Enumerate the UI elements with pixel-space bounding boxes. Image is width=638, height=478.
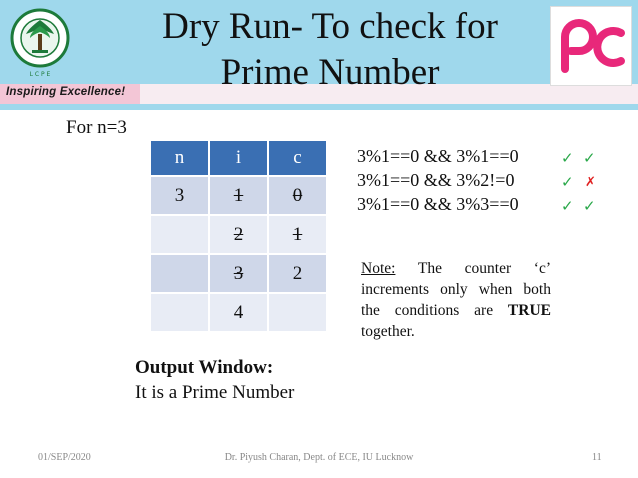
for-n-label: For n=3 [66, 117, 127, 138]
check-icon: ✓ [583, 197, 596, 215]
note-paragraph [361, 258, 551, 342]
check-icon: ✓ [561, 149, 574, 167]
note-label: Note: [361, 260, 396, 277]
pc-logo-icon [551, 7, 631, 85]
page-number: 11 [592, 452, 602, 463]
table-cell: 4 [209, 293, 268, 332]
cross-icon: ✗ [585, 175, 596, 190]
table-cell [268, 293, 327, 332]
table-cell: 2 [268, 254, 327, 293]
footer-date: 01/SEP/2020 [38, 452, 91, 463]
table-cell-struck: 2 [209, 215, 268, 254]
condition-checks [357, 144, 596, 216]
condition-line [357, 144, 596, 168]
note-text-end: together. [361, 323, 415, 340]
table-cell-struck: 3 [209, 254, 268, 293]
table-row [150, 254, 327, 293]
table-cell-struck: 1 [209, 176, 268, 215]
table-row [150, 293, 327, 332]
pc-logo [550, 6, 632, 86]
output-text: It is a Prime Number [135, 382, 295, 403]
condition-text: 3%1==0 && 3%2!=0 [357, 170, 515, 190]
dry-run-table [149, 139, 328, 333]
table-header-row [150, 140, 327, 176]
table-cell [150, 254, 209, 293]
check-icon: ✓ [561, 173, 574, 191]
note-text: The counter ‘c’ increments only when both the conditions are [361, 260, 551, 319]
condition-text: 3%1==0 && 3%1==0 [357, 146, 519, 166]
column-header-c: c [268, 140, 327, 176]
column-header-n: n [150, 140, 209, 176]
page-title [130, 4, 530, 96]
table-cell [150, 293, 209, 332]
university-logo-icon [10, 4, 70, 82]
footer-author: Dr. Piyush Charan, Dept. of ECE, IU Lucknow [224, 452, 414, 463]
title-line-2: Prime Number [220, 52, 440, 93]
condition-line [357, 192, 596, 216]
tagline: Inspiring Excellence! [6, 86, 126, 98]
condition-text: 3%1==0 && 3%3==0 [357, 194, 519, 214]
note-bold: TRUE [507, 302, 551, 319]
check-icon: ✓ [561, 197, 574, 215]
table-cell [150, 215, 209, 254]
title-line-1: Dry Run- To check for [162, 6, 498, 47]
logo-letters: L C P E [29, 71, 51, 78]
table-cell-struck: 1 [268, 215, 327, 254]
check-icon: ✓ [583, 149, 596, 167]
output-window-title: Output Window: [135, 357, 274, 378]
table-cell-struck: 0 [268, 176, 327, 215]
table-row [150, 215, 327, 254]
column-header-i: i [209, 140, 268, 176]
condition-line [357, 168, 596, 192]
table-cell: 3 [150, 176, 209, 215]
table-row [150, 176, 327, 215]
